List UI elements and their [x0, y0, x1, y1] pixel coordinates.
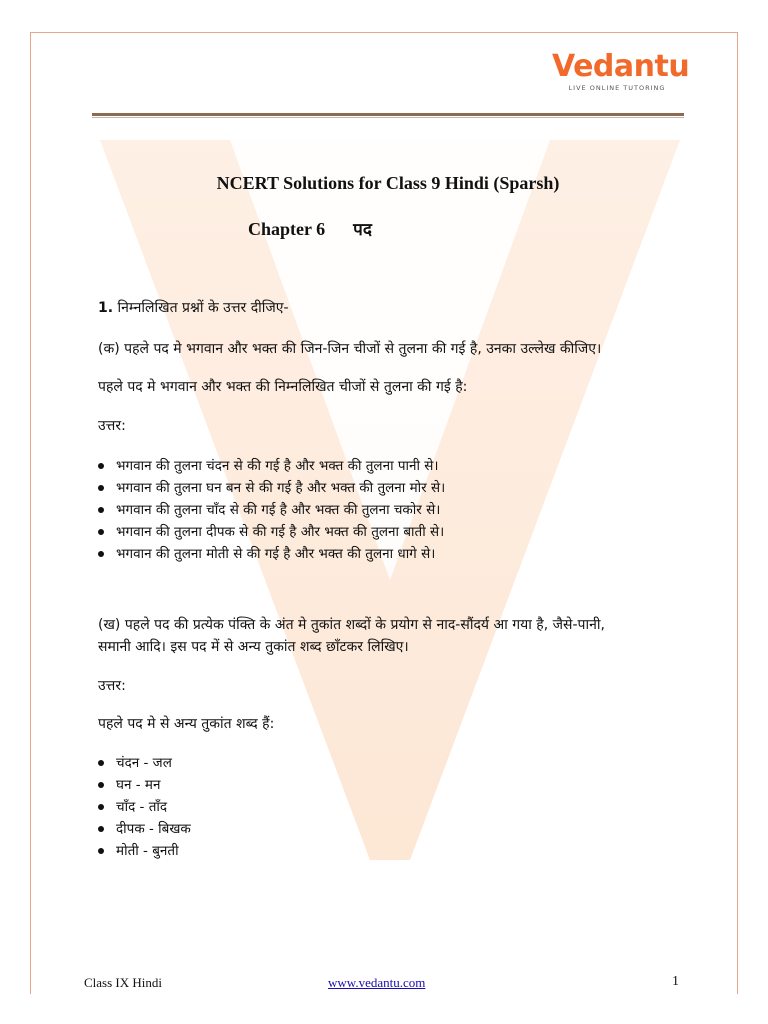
list-item: मोती - बुनती [98, 840, 191, 862]
q1-ka-answer-list [98, 455, 445, 565]
q1-kha-question-line2: समानी आदि। इस पद में से अन्य तुकांत शब्द छाँटकर लिखिए। [98, 639, 409, 655]
logo-tagline: LIVE ONLINE TUTORING [568, 84, 666, 92]
q1-kha-question [98, 614, 698, 658]
bullet-icon [98, 848, 104, 854]
bullet-icon [98, 782, 104, 788]
bullet-icon [98, 826, 104, 832]
q1-kha-question-line1: (ख) पहले पद की प्रत्येक पंक्ति के अंत मे तुकांत शब्दों के प्रयोग से नाद-सौंदर्य आ गया है, जैसे-पानी, [98, 617, 605, 633]
list-item: घन - मन [98, 774, 191, 796]
bullet-icon [98, 463, 104, 469]
bullet-icon [98, 529, 104, 535]
q1-kha-answer-label: उत्तर: [98, 678, 126, 694]
bullet-icon [98, 507, 104, 513]
bullet-icon [98, 760, 104, 766]
list-item: दीपक - बिखक [98, 818, 191, 840]
chapter-label: Chapter 6 [248, 219, 326, 239]
q1-number: 1. [98, 300, 114, 316]
list-item: भगवान की तुलना चाँद से की गई है और भक्त की तुलना चकोर से। [98, 499, 445, 521]
q1-kha-answer-list [98, 752, 191, 862]
q1-kha-intro: पहले पद मे से अन्य तुकांत शब्द हैं: [98, 716, 275, 732]
bullet-icon [98, 551, 104, 557]
list-item: चाँद - ताँद [98, 796, 191, 818]
header-rule-thin [92, 117, 684, 118]
page-number: 1 [672, 974, 679, 989]
list-item: चंदन - जल [98, 752, 191, 774]
header-rule [92, 113, 684, 116]
q1-heading [98, 297, 698, 319]
list-item: भगवान की तुलना चंदन से की गई है और भक्त की तुलना पानी से। [98, 455, 445, 477]
list-item: भगवान की तुलना घन बन से की गई है और भक्त की तुलना मोर से। [98, 477, 445, 499]
bullet-icon [98, 804, 104, 810]
bullet-icon [98, 485, 104, 491]
document-title: NCERT Solutions for Class 9 Hindi (Sparsh) [216, 173, 560, 193]
chapter-heading [248, 217, 372, 240]
q1-ka-question: (क) पहले पद मे भगवान और भक्त की जिन-जिन चीजों से तुलना की गई है, उनका उल्लेख कीजिए। [98, 341, 602, 357]
chapter-name: पद [353, 220, 372, 240]
q1-ka-intro: पहले पद मे भगवान और भक्त की निम्नलिखित चीजों से तुलना की गई है: [98, 379, 468, 395]
vedantu-logo [552, 49, 690, 92]
list-item: भगवान की तुलना मोती से की गई है और भक्त की तुलना धागे से। [98, 543, 445, 565]
footer-website-link[interactable]: www.vedantu.com [328, 975, 426, 990]
list-item: भगवान की तुलना दीपक से की गई है और भक्त की तुलना बाती से। [98, 521, 445, 543]
logo-wordmark: Vedantu [552, 49, 690, 84]
q1-heading-text: निम्नलिखित प्रश्नों के उत्तर दीजिए- [117, 300, 289, 316]
footer-class-label: Class IX Hindi [84, 975, 162, 990]
q1-ka-answer-label: उत्तर: [98, 418, 126, 434]
